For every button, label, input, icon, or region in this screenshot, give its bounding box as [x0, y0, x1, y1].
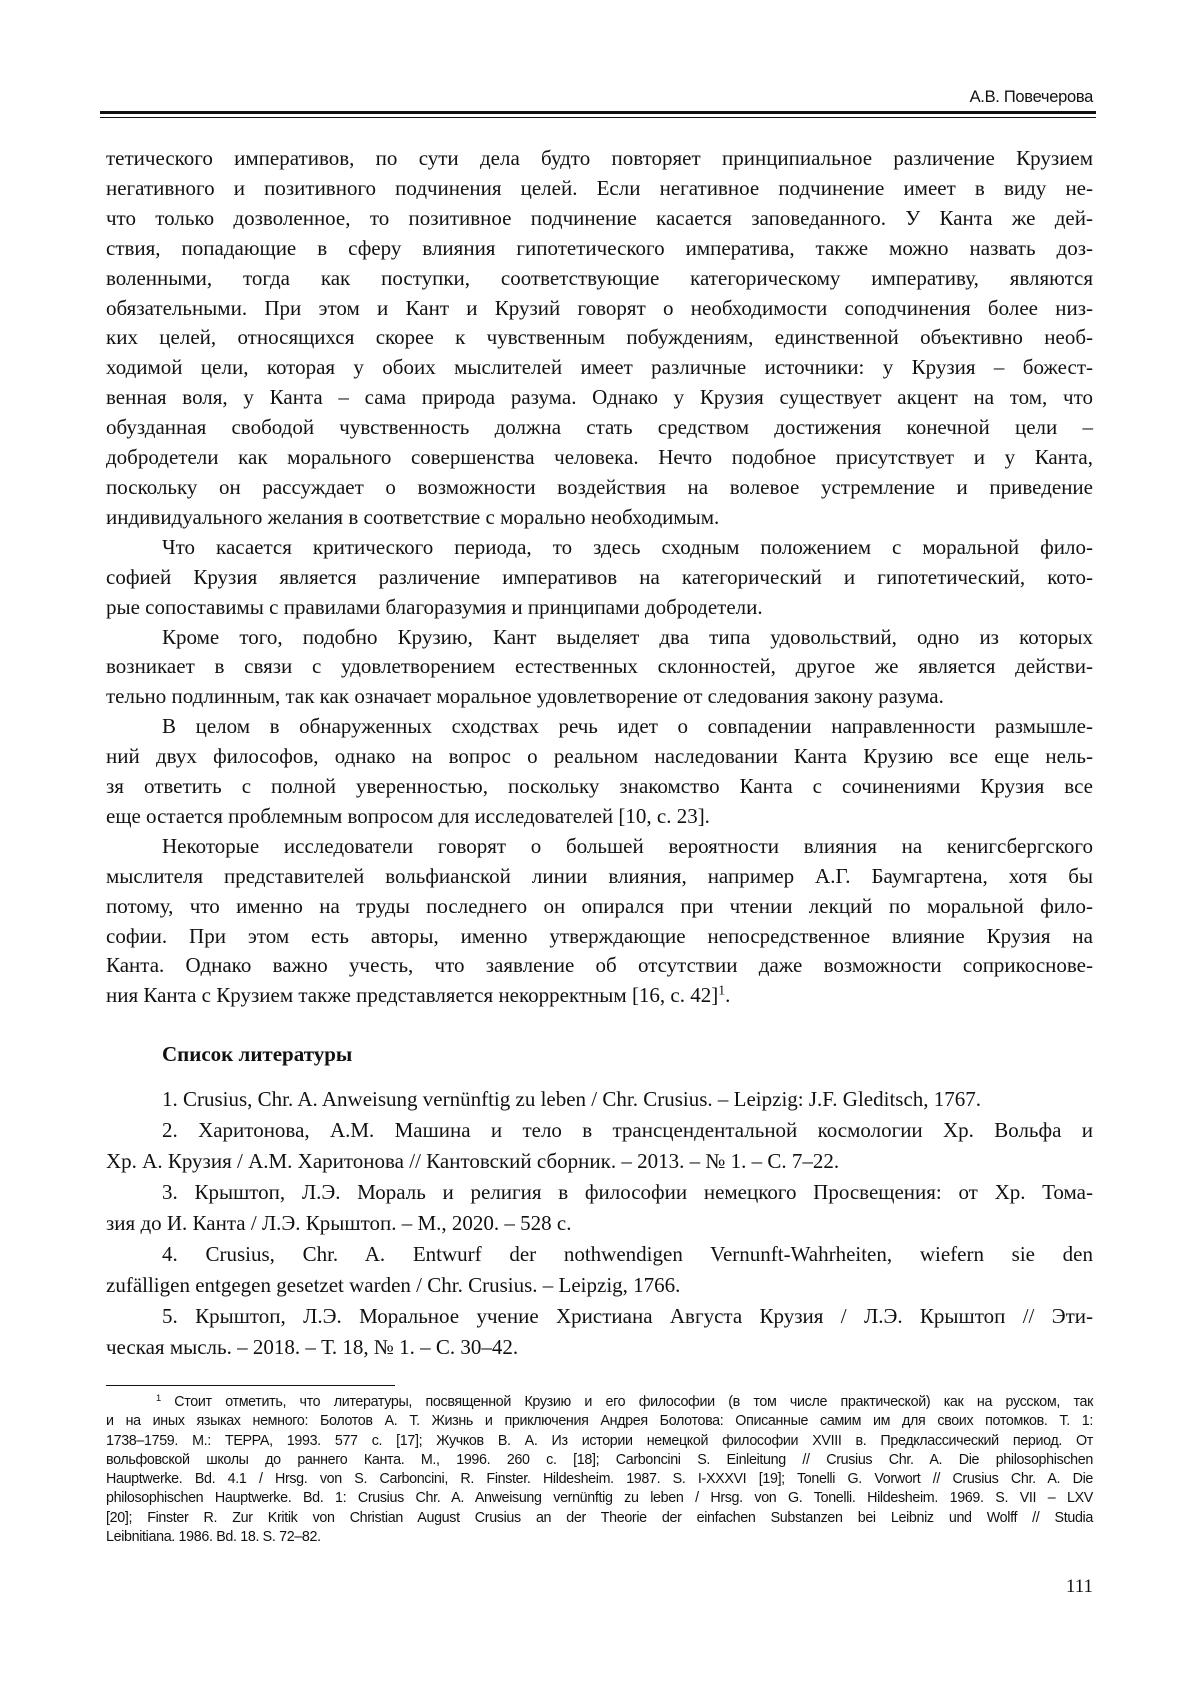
paragraph-line — [106, 144, 1093, 174]
paragraph-line — [106, 682, 1093, 712]
header-rule-thick — [100, 111, 1096, 114]
footnote-line — [106, 1470, 1093, 1489]
line-text: добродетели как морального совершенства человека. Нечто подобное присутствует и у Канта, — [106, 445, 1093, 469]
line-text: В целом в обнаруженных сходствах речь идет о совпадении направленности размышле- — [162, 714, 1093, 738]
line-text: воленными, тогда как поступки, соответствующие категорическому императиву, являются — [106, 266, 1093, 290]
paragraph-line: ния Канта с Крузием также представляется некорректным [16, с. 42]1. — [106, 981, 1093, 1011]
footnote-line — [106, 1432, 1093, 1451]
line-text: zufälligen entgegen gesetzet warden / Chr. Crusius. – Leipzig, 1766. — [106, 1273, 680, 1297]
footnote-line — [106, 1451, 1093, 1470]
line-text: 1738–1759. М.: ТЕРРА, 1993. 577 с. [17]; Жучков В. А. Из истории немецкой философии XVIII в. Предклассический период. От — [106, 1433, 1093, 1449]
line-text: рые сопоставимы с правилами благоразумия и принципами добродетели. — [106, 595, 763, 619]
footnote-number: 1 — [156, 1393, 161, 1403]
line-text: Канта. Однако важно учесть, что заявление об отсутствии даже возможности соприкоснове- — [106, 953, 1093, 977]
line-text: что только дозволенное, то позитивное подчинение касается заповеданного. У Канта же дей- — [106, 206, 1093, 230]
reference-line — [106, 1115, 1093, 1146]
line-text: и на иных языках немного: Болотов А. Т. Жизнь и приключения Андрея Болотова: Описанные самим им для своих потомков. Т. 1: — [106, 1413, 1093, 1429]
paragraph-line — [106, 294, 1093, 324]
line-text: Некоторые исследователи говорят о большей вероятности влияния на кенигсбергского — [162, 834, 1093, 858]
line-text: зя ответить с полной уверенностью, поскольку знакомство Канта с сочинениями Крузия все — [106, 774, 1093, 798]
paragraph-line — [106, 533, 1093, 563]
paragraph-line — [106, 712, 1093, 742]
paragraph-line — [106, 951, 1093, 981]
body-text — [106, 144, 1093, 1011]
line-text: Стоит отметить, что литературы, посвященной Крузию и его философии (в том числе практической) как на русском, так — [174, 1394, 1093, 1410]
paragraph-line — [106, 323, 1093, 353]
page-number: 111 — [1066, 1576, 1093, 1598]
line-text: 2. Харитонова, А.М. Машина и тело в трансцендентальной космологии Хр. Вольфа и — [162, 1118, 1093, 1142]
line-text: 1. Crusius, Chr. A. Anweisung vernünftig zu leben / Chr. Crusius. – Leipzig: J.F. Gleditsch, 1767. — [162, 1087, 981, 1111]
line-text: тельно подлинным, так как означает моральное удовлетворение от следования закону разума. — [106, 684, 944, 708]
reference-line — [106, 1208, 1093, 1239]
line-text: вольфовской школы до раннего Канта. М., 1996. 260 с. [18]; Carboncini S. Einleitung // Crusius Chr. A. Die philosophischen — [106, 1452, 1093, 1468]
paragraph-line — [106, 473, 1093, 503]
paragraph-line — [106, 832, 1093, 862]
paragraph-line — [106, 264, 1093, 294]
line-text: Hauptwerke. Bd. 4.1 / Hrsg. von S. Carboncini, R. Finster. Hildesheim. 1987. S. I-XXXVI [19]; Tonelli G. Vorwort // Crusius Chr. A. Die — [106, 1471, 1093, 1487]
paragraph-line — [106, 742, 1093, 772]
paragraph-line — [106, 922, 1093, 952]
line-text: венная воля, у Канта – сама природа разума. Однако у Крузия существует акцент на том, что — [106, 385, 1093, 409]
line-text: ческая мысль. – 2018. – Т. 18, № 1. – С. 30–42. — [106, 1335, 518, 1359]
footnote-line — [106, 1393, 1093, 1412]
paragraph-line — [106, 383, 1093, 413]
line-text: [20]; Finster R. Zur Kritik von Christian August Crusius an der Theorie der einfachen Substanzen bei Leibniz und Wolff // Studia — [106, 1510, 1093, 1526]
reference-line — [106, 1239, 1093, 1270]
footnote-line — [106, 1528, 1093, 1547]
line-text: обязательными. При этом и Кант и Крузий говорят о необходимости соподчинения более низ- — [106, 296, 1093, 320]
paragraph-line — [106, 443, 1093, 473]
references-heading: Список литературы — [106, 1042, 1149, 1067]
line-text: потому, что именно на труды последнего он опирался при чтении лекций по моральной фило- — [106, 894, 1093, 918]
line-text: негативного и позитивного подчинения целей. Если негативное подчинение имеет в виду не- — [106, 176, 1093, 200]
reference-line — [106, 1332, 1093, 1363]
footnote — [106, 1393, 1093, 1547]
line-text: ния Канта с Крузием также представляется некорректным [16, с. 42] — [106, 983, 718, 1007]
line-text: 4. Crusius, Chr. A. Entwurf der nothwendigen Vernunft-Wahrheiten, wiefern sie den — [162, 1242, 1093, 1266]
line-text: Leibnitiana. 1986. Bd. 18. S. 72–82. — [106, 1529, 321, 1545]
line-text: софии. При этом есть авторы, именно утверждающие непосредственное влияние Крузия на — [106, 924, 1093, 948]
references-list — [106, 1084, 1093, 1363]
footnote-line — [106, 1509, 1093, 1528]
paragraph-line — [106, 503, 1093, 533]
paragraph-line — [106, 174, 1093, 204]
paragraph-line — [106, 353, 1093, 383]
paragraph-line — [106, 862, 1093, 892]
header-rule-thin — [100, 117, 1096, 118]
line-text: 5. Крыштоп, Л.Э. Моральное учение Христиана Августа Крузия / Л.Э. Крыштоп // Эти- — [162, 1304, 1093, 1328]
running-header-author: А.В. Повечерова — [970, 88, 1093, 107]
footnote-line — [106, 1412, 1093, 1431]
footnote-mark: 1 — [718, 983, 725, 998]
reference-line — [106, 1177, 1093, 1208]
line-text: поскольку он рассуждает о возможности воздействия на волевое устремление и приведение — [106, 475, 1093, 499]
line-text: ствия, попадающие в сферу влияния гипотетического императива, также можно назвать доз- — [106, 236, 1093, 260]
line-text: ходимой цели, которая у обоих мыслителей имеет различные источники: у Крузия – божест- — [106, 355, 1093, 379]
reference-line — [106, 1270, 1093, 1301]
line-text: тетического императивов, по сути дела будто повторяет принципиальное различение Крузием — [106, 146, 1093, 170]
reference-line — [106, 1084, 1093, 1115]
paragraph-line — [106, 623, 1093, 653]
line-text: возникает в связи с удовлетворением естественных склонностей, другое же является действи- — [106, 654, 1093, 678]
reference-line — [106, 1301, 1093, 1332]
line-text: софией Крузия является различение императивов на категорический и гипотетический, кото- — [106, 565, 1093, 589]
paragraph-line — [106, 892, 1093, 922]
footnote-line — [106, 1489, 1093, 1508]
line-text: еще остается проблемным вопросом для исследователей [10, с. 23]. — [106, 804, 710, 828]
paragraph-line — [106, 563, 1093, 593]
line-text: индивидуального желания в соответствие с морально необходимым. — [106, 505, 719, 529]
paragraph-line — [106, 413, 1093, 443]
line-text: Кроме того, подобно Крузию, Кант выделяет два типа удовольствий, одно из которых — [162, 625, 1093, 649]
line-text: Что касается критического периода, то здесь сходным положением с моральной фило- — [162, 535, 1093, 559]
paragraph-line — [106, 234, 1093, 264]
paragraph-line — [106, 593, 1093, 623]
paragraph-line — [106, 652, 1093, 682]
paragraph-line — [106, 772, 1093, 802]
line-text: philosophischen Hauptwerke. Bd. 1: Crusius Chr. A. Anweisung vernünftig zu leben / Hrsg. von G. Tonelli. Hildesheim. 1969. S. VII – LXV — [106, 1490, 1093, 1506]
line-text: ких целей, относящихся скорее к чувственным побуждениям, единственной объективно необ- — [106, 325, 1093, 349]
line-text: 3. Крыштоп, Л.Э. Мораль и религия в философии немецкого Просвещения: от Хр. Тома- — [162, 1180, 1093, 1204]
line-text: зия до И. Канта / Л.Э. Крыштоп. – М., 2020. – 528 с. — [106, 1211, 571, 1235]
paragraph-line — [106, 204, 1093, 234]
paragraph-line — [106, 802, 1093, 832]
line-text: ний двух философов, однако на вопрос о реальном наследовании Канта Крузию все еще нель- — [106, 744, 1093, 768]
line-text: мыслителя представителей вольфианской линии влияния, например А.Г. Баумгартена, хотя бы — [106, 864, 1093, 888]
footnote-separator — [106, 1385, 395, 1386]
reference-line — [106, 1146, 1093, 1177]
line-text: Хр. А. Крузия / А.М. Харитонова // Кантовский сборник. – 2013. – № 1. – С. 7–22. — [106, 1149, 839, 1173]
line-text: обузданная свободой чувственность должна стать средством достижения конечной цели – — [106, 415, 1093, 439]
